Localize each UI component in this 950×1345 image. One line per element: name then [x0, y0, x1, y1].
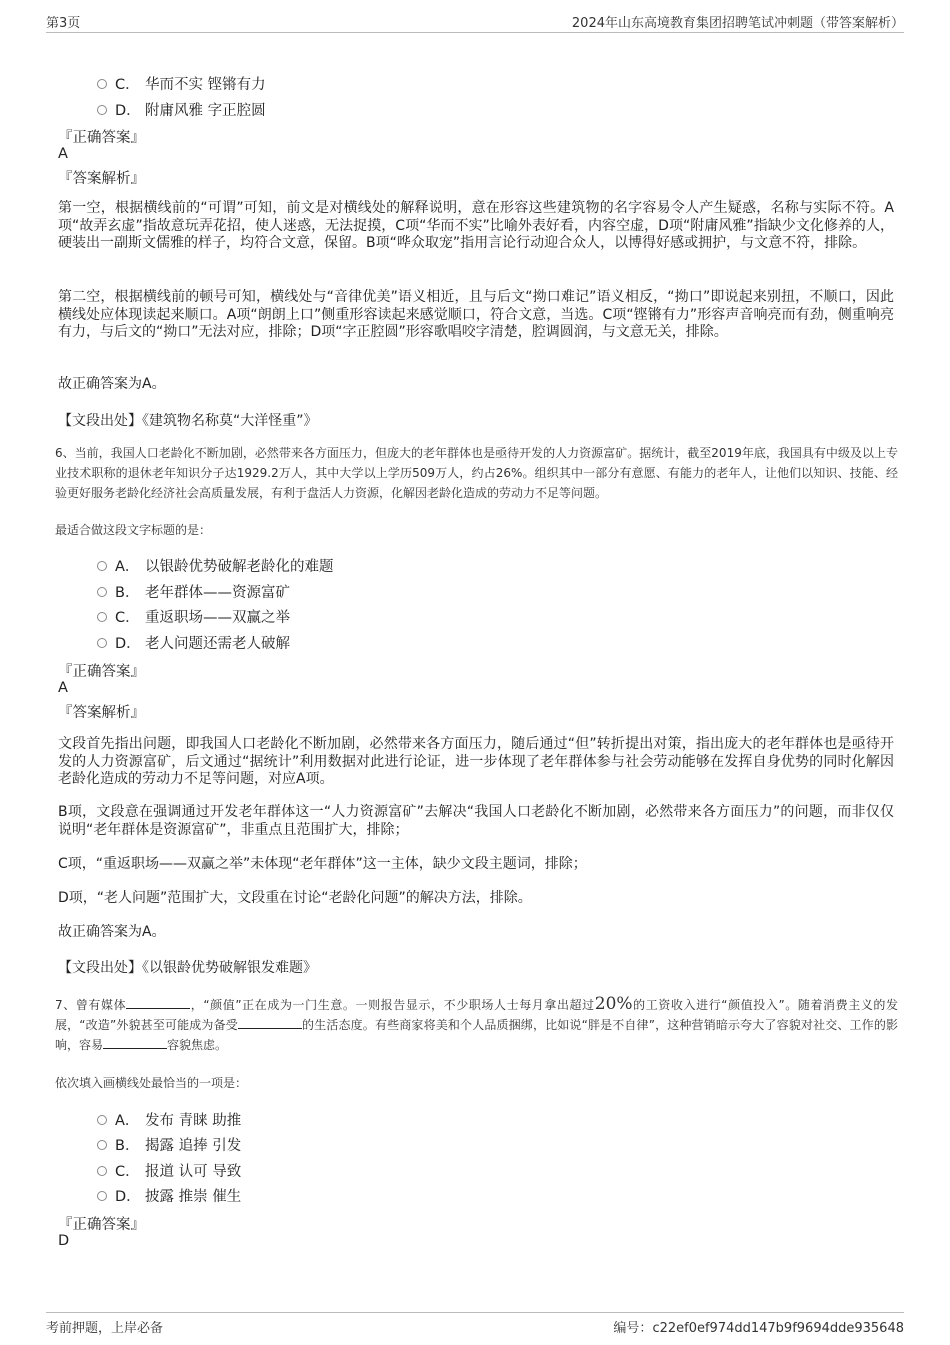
radio-icon[interactable]	[97, 1140, 107, 1150]
correct-answer: D	[58, 1233, 70, 1249]
question-prompt: 最适合做这段文字标题的是：	[55, 523, 212, 537]
analysis-paragraph: 第二空，根据横线前的顿号可知，横线处与“音律优美”语义相近，且与后文“拗口难记”语义相反，“拗口”即说起来别扭，不顺口，因此横线处应体现读起来顺口。A项“朗朗上口”侧重形容读起来感觉顺口，符合文意，当选。C项“铿锵有力”形容声音响亮而有劲，侧重响亮有力，与后文的“拗口”无法对应，排除；D项“字正腔圆”形容歌唱咬字清楚，腔调圆润，与文意无关，排除。	[58, 289, 894, 340]
radio-icon[interactable]	[97, 1166, 107, 1176]
page-number: 第3页	[46, 16, 81, 31]
correct-answer-label: 『正确答案』	[58, 130, 145, 146]
analysis-conclusion: 故正确答案为A。	[58, 924, 166, 940]
question-stem: 6、当前，我国人口老龄化不断加剧，必然带来各方面压力，但庞大的老年群体也是亟待开发的人力资源富矿。据统计，截至2019年底，我国具有中级及以上专业技术职称的退休老年知识分子达1929.2万人，其中大学以上学历509万人，约占26%。组织其中一部分有意愿、有能力的老年人，让他们以知识、技能、经验更好服务老龄化经济社会高质量发展，有利于盘活人力资源，化解因老龄化造成的劳动力不足等问题。	[55, 446, 898, 500]
analysis-paragraph: B项，文段意在强调通过开发老年群体这一“人力资源富矿”去解决“我国人口老龄化不断加剧，必然带来各方面压力”的问题，而非仅仅说明“老年群体是资源富矿”，非重点且范围扩大，排除；	[58, 804, 894, 838]
analysis-paragraph: 第一空，根据横线前的“可谓”可知，前文是对横线处的解释说明，意在形容这些建筑物的名字容易令人产生疑惑，名称与实际不符。A项“故弄玄虚”指故意玩弄花招，使人迷惑，无法捉摸，C项“华而不实”比喻外表好看，内容空虚，D项“附庸风雅”指缺少文化修养的人，硬装出一副斯文儒雅的样子，均符合文意，保留。B项“哗众取宠”指用言论行动迎合众人，以博得好感或拥护，与文意不符，排除。	[58, 200, 894, 251]
fill-blank	[126, 996, 190, 1009]
radio-icon[interactable]	[97, 638, 107, 648]
analysis-label: 『答案解析』	[58, 705, 145, 721]
passage-source: 【文段出处】《建筑物名称莫“大洋怪重”》	[58, 413, 318, 429]
radio-icon[interactable]	[97, 105, 107, 115]
radio-icon[interactable]	[97, 587, 107, 597]
question-stem: 7、曾有媒体 ，“颜值”正在成为一门生意。一则报告显示，不少职场人士每月拿出超过20%的工资收入进行“颜值投入”。随着消费主义的发展，“改造”外貌甚至可能成为备受 的生活态度。有些商家将美和个人品质捆绑，比如说“胖是不自律”，这种营销暗示夸大了容貌对社交、工作的影响，容易 容貌焦虑。	[55, 994, 899, 1052]
analysis-paragraph: C项，“重返职场——双赢之举”未体现“老年群体”这一主体，缺少文段主题词，排除；	[58, 856, 587, 872]
correct-answer-label: 『正确答案』	[58, 664, 145, 680]
fill-blank	[238, 1016, 302, 1029]
question-prompt: 依次填入画横线处最恰当的一项是：	[55, 1076, 248, 1090]
analysis-conclusion: 故正确答案为A。	[58, 376, 166, 392]
correct-answer: A	[58, 680, 68, 696]
radio-icon[interactable]	[97, 561, 107, 571]
analysis-label: 『答案解析』	[58, 171, 145, 187]
option-d[interactable]: D． 附庸风雅 字正腔圆	[97, 99, 266, 120]
radio-icon[interactable]	[97, 1115, 107, 1125]
option-a[interactable]: A． 以银龄优势破解老龄化的难题	[97, 555, 334, 576]
passage-source: 【文段出处】《以银龄优势破解银发难题》	[58, 960, 317, 976]
correct-answer-label: 『正确答案』	[58, 1217, 145, 1233]
radio-icon[interactable]	[97, 79, 107, 89]
radio-icon[interactable]	[97, 612, 107, 622]
radio-icon[interactable]	[97, 1191, 107, 1201]
page-footer	[46, 1312, 904, 1336]
correct-answer: A	[58, 146, 68, 162]
analysis-paragraph: 文段首先指出问题，即我国人口老龄化不断加剧，必然带来各方面压力，随后通过“但”转折提出对策，指出庞大的老年群体也是亟待开发的人力资源富矿，后文通过“据统计”利用数据对此进行论证，进一步体现了老年群体参与社会劳动能够在发挥自身优势的同时化解因老龄化造成的劳动力不足等问题，对应A项。	[58, 736, 894, 787]
option-b[interactable]: B． 揭露 追捧 引发	[97, 1134, 241, 1155]
option-a[interactable]: A． 发布 青睐 助推	[97, 1109, 241, 1130]
option-d[interactable]: D． 披露 推崇 催生	[97, 1185, 241, 1206]
option-c[interactable]: C． 重返职场——双赢之举	[97, 606, 290, 627]
option-b[interactable]: B． 老年群体——资源富矿	[97, 581, 290, 602]
option-d[interactable]: D． 老人问题还需老人破解	[97, 632, 290, 653]
option-c[interactable]: C． 报道 认可 导致	[97, 1160, 241, 1181]
fill-blank	[103, 1036, 167, 1049]
page-header	[46, 10, 904, 33]
option-c[interactable]: C． 华而不实 铿锵有力	[97, 73, 266, 94]
footer-slogan: 考前押题，上岸必备	[46, 1321, 164, 1336]
document-title: 2024年山东高境教育集团招聘笔试冲刺题（带答案解析）	[571, 16, 904, 31]
analysis-paragraph: D项，“老人问题”范围扩大，文段重在讨论“老龄化问题”的解决方法，排除。	[58, 890, 532, 906]
document-code: 编号：c22ef0ef974dd147b9f9694dde935648	[613, 1321, 904, 1336]
